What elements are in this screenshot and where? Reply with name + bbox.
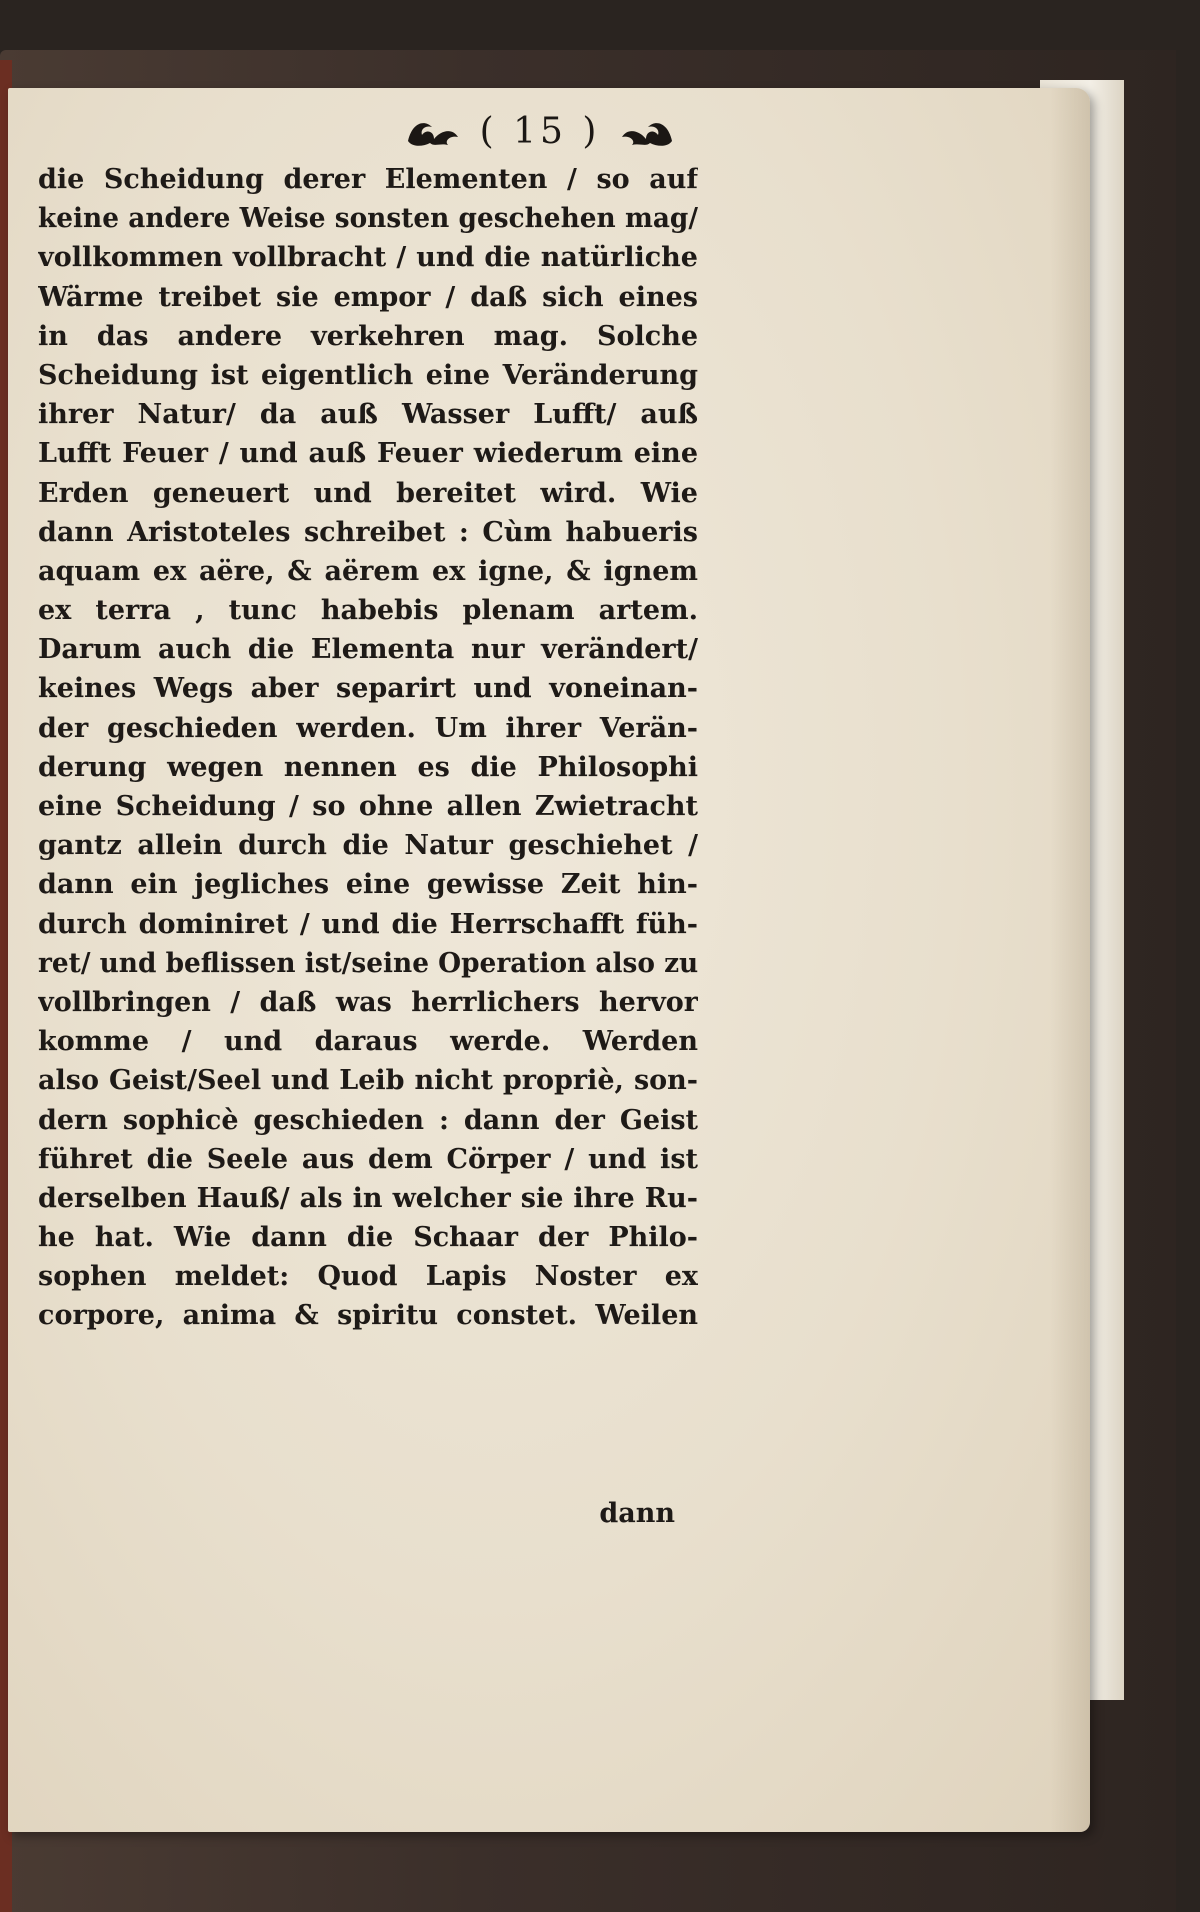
text-line: keine andere Weise sonsten geschehen mag/ [38,203,698,235]
text-line: also Geist/Seel und Leib nicht propriè, son- [38,1065,698,1097]
text-line: vollkommen vollbracht / und die natürliche [38,242,698,274]
text-line: corpore, anima & spiritu constet. Weilen [38,1300,698,1332]
text-line: derung wegen nennen es die Philosophi [38,751,698,783]
page-number: ( 15 ) [479,110,601,152]
text-line: he hat. Wie dann die Schaar der Philo- [38,1222,698,1254]
text-line: ex terra , tunc habebis plenam artem. [38,595,698,627]
text-line: eine Scheidung / so ohne allen Zwietracht [38,791,698,822]
text-line: in das andere verkehren mag. Solche [38,320,698,352]
right-ornament-icon [618,113,676,149]
text-line: Lufft Feuer / und auß Feuer wiederum eine [38,438,698,470]
text-line: führet die Seele aus dem Cörper / und ist [38,1143,698,1175]
text-line: ihrer Natur/ da auß Wasser Lufft/ auß [38,399,698,431]
text-line: keines Wegs aber separirt und voneinan- [38,673,698,705]
text-line: Erden geneuert und bereitet wird. Wie [38,477,698,509]
left-ornament-icon [404,113,462,149]
text-line: dann Aristoteles schreibet : Cùm habueris [38,516,698,548]
text-line: Wärme treibet sie empor / daß sich eines [38,281,698,313]
page-text [38,160,698,1336]
text-line: Scheidung ist eigentlich eine Veränderung [38,359,698,391]
text-line: komme / und daraus werde. Werden [38,1026,698,1058]
text-line: dann ein jegliches eine gewisse Zeit hin- [38,869,698,901]
text-line: dern sophicè geschieden : dann der Geist [38,1104,698,1136]
text-line: derselben Hauß/ als in welcher sie ihre Ru- [38,1182,698,1214]
text-line: sophen meldet: Quod Lapis Noster ex [38,1261,698,1293]
text-line: die Scheidung derer Elementen / so auf [38,164,698,195]
catchword: dann [599,1498,675,1529]
text-line: aquam ex aëre, & aërem ex igne, & ignem [38,555,698,587]
text-line: ret/ und beflissen ist/seine Operation also zu [38,947,698,979]
page-header [40,108,1040,154]
text-line: vollbringen / daß was herrlichers hervor [38,986,698,1018]
text-line: der geschieden werden. Um ihrer Verän- [38,712,698,744]
text-line: durch dominiret / und die Herrschafft füh- [38,908,698,940]
text-line: Darum auch die Elementa nur verändert/ [38,634,698,666]
text-line: gantz allein durch die Natur geschiehet / [38,830,698,862]
